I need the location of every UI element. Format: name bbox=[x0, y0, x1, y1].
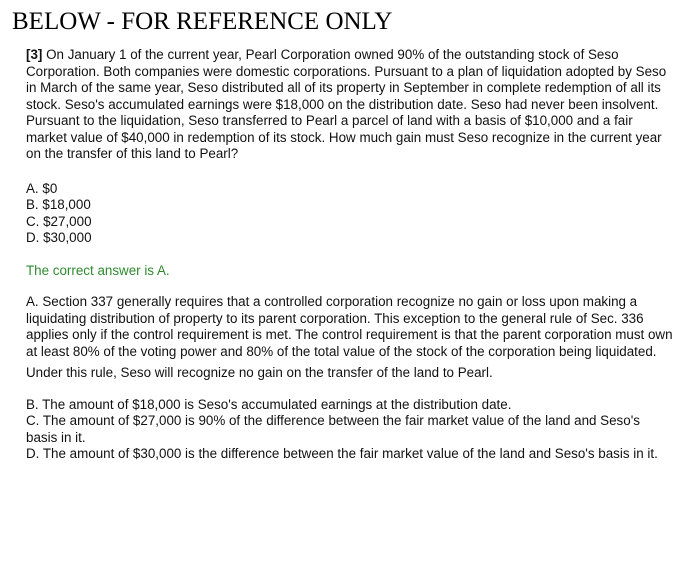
distractor-b: B. The amount of $18,000 is Seso's accumulated earnings at the distribution date. bbox=[26, 396, 512, 412]
answer-choices bbox=[26, 181, 674, 247]
question-text: On January 1 of the current year, Pearl Corporation owned 90% of the outstanding stock of Seso Corporation. Both companies were domestic corporations. Pursuant to a plan of liquidation adopted by Seso in March of the same year, Seso distributed all of its property in September in complete redemption of all its stock. Seso's accumulated earnings were $18,000 on the distribution date. Seso had never been insolvent. Pursuant to the liquidation, Seso transferred to Pearl a parcel of land with a basis of $10,000 and a fair market value of $40,000 in redemption of its stock. How much gain must Seso recognize in the current year on the transfer of this land to Pearl? bbox=[26, 47, 667, 161]
question-paragraph bbox=[26, 47, 674, 163]
question-number: [3] bbox=[26, 47, 43, 62]
choice-a: A. $0 bbox=[26, 180, 58, 196]
choice-b: B. $18,000 bbox=[26, 197, 91, 212]
explanation-ruling: Under this rule, Seso will recognize no gain on the transfer of the land to Pearl. bbox=[26, 365, 493, 380]
page-title: BELOW - FOR REFERENCE ONLY bbox=[12, 8, 393, 35]
distractor-c: C. The amount of $27,000 is 90% of the difference between the fair market value of the land and Seso's basis in it. bbox=[26, 413, 640, 445]
choice-c: C. $27,000 bbox=[26, 213, 92, 229]
choice-d: D. $30,000 bbox=[26, 230, 92, 245]
distractor-d: D. The amount of $30,000 is the difference between the fair market value of the land and Seso's basis in it. bbox=[26, 446, 658, 461]
question-card bbox=[26, 47, 674, 463]
distractor-explanations bbox=[26, 397, 674, 463]
explanation-main: A. Section 337 generally requires that a controlled corporation recognize no gain or loss upon making a liquidating distribution of property to its parent corporation. This exception to the general rule of Sec. 336 applies only if the control requirement is met. The control requirement is that the parent corporation must own at least 80% of the voting power and 80% of the total value of the stock of the corporation being liquidated. bbox=[26, 294, 673, 359]
correct-answer: The correct answer is A. bbox=[26, 262, 170, 278]
